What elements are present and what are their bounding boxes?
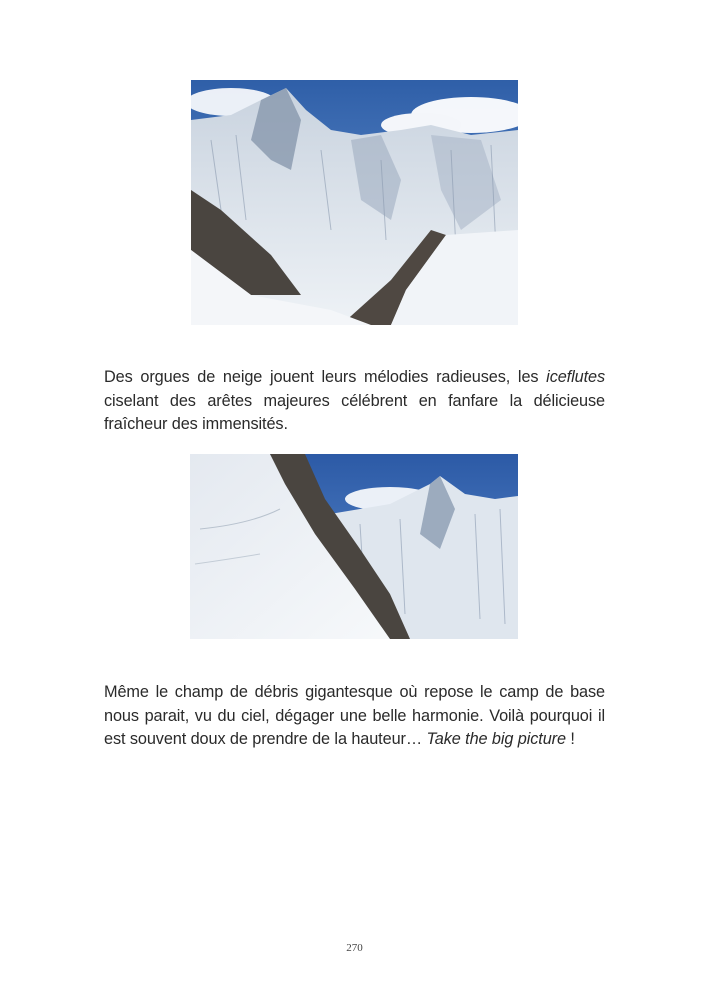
mountain-photo-bottom [190,454,518,639]
paragraph-2-text-after: ! [565,730,575,748]
paragraph-1-text-before: Des orgues de neige jouent leurs mélodies radieuses, les [104,368,547,386]
page-number: 270 [346,942,363,954]
paragraph-iceflutes [104,366,605,437]
mountain-photo-top [191,80,518,325]
paragraph-2-emphasis: Take the big picture [426,730,566,748]
paragraph-1-text-after: ciselant des arêtes majeures célébrent en fanfare la délicieuse fraîcheur des immensités. [104,391,605,433]
paragraph-big-picture [104,681,605,752]
paragraph-2-text-before: Même le champ de débris gigantesque où repose le camp de base nous parait, vu du ciel, dégager une belle harmonie. Voilà pourquoi il est souvent doux de prendre de la hauteur… [104,683,605,748]
paragraph-1-emphasis: iceflutes [546,368,605,386]
